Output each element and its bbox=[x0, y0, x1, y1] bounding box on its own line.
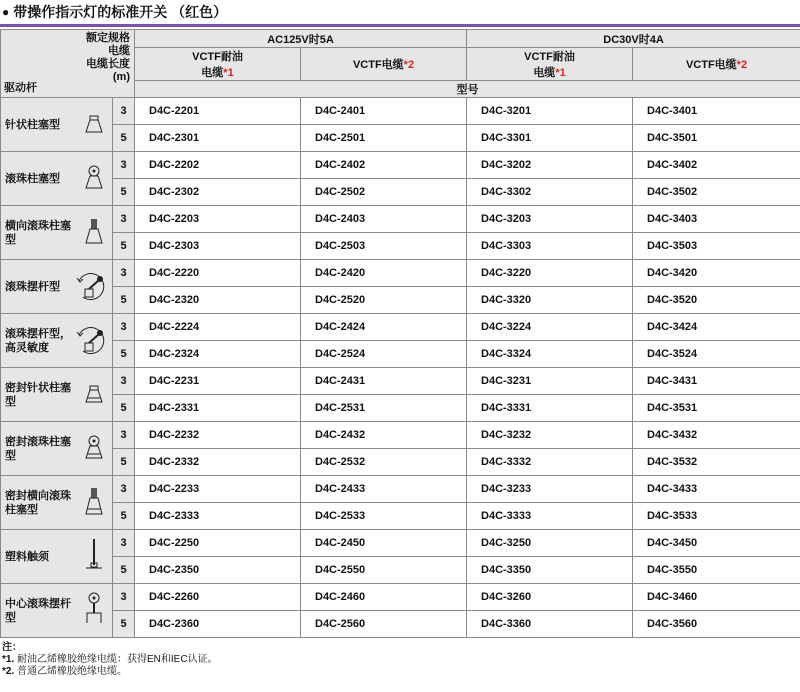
table-row bbox=[1, 314, 800, 341]
unit-label: (m) bbox=[112, 71, 130, 83]
model-cell: D4C-2502 bbox=[301, 179, 467, 206]
cable-length-cell: 3 bbox=[113, 152, 135, 179]
model-cell: D4C-2202 bbox=[135, 152, 301, 179]
model-cell: D4C-3301 bbox=[467, 125, 633, 152]
model-cell: D4C-2250 bbox=[135, 530, 301, 557]
cable-length-cell: 3 bbox=[113, 260, 135, 287]
plastic-rod-icon bbox=[80, 537, 108, 576]
page-title bbox=[0, 0, 800, 24]
model-cell: D4C-3402 bbox=[633, 152, 800, 179]
center-roller-lever-icon bbox=[80, 591, 108, 630]
model-cell: D4C-2331 bbox=[135, 395, 301, 422]
cable-length-cell: 3 bbox=[113, 206, 135, 233]
model-cell: D4C-2301 bbox=[135, 125, 301, 152]
model-cell: D4C-2333 bbox=[135, 503, 301, 530]
corner-header bbox=[1, 30, 135, 98]
notes-heading: 注： bbox=[2, 642, 22, 653]
model-table bbox=[0, 29, 800, 638]
table-row bbox=[1, 260, 800, 287]
model-header: 型号 bbox=[135, 81, 800, 98]
table-row bbox=[1, 341, 800, 368]
sealed-cross-roller-plunger-icon bbox=[80, 486, 108, 519]
note-1-text: 耐油乙烯橡胶绝缘电缆：获得EN和IEC认证。 bbox=[17, 654, 218, 665]
col-dc-vctf-label: VCTF电缆 bbox=[685, 59, 737, 71]
model-cell: D4C-3560 bbox=[633, 611, 800, 638]
model-cell: D4C-3524 bbox=[633, 341, 800, 368]
col-ac-vctf-label: VCTF电缆 bbox=[352, 59, 404, 71]
cable-length-cell: 3 bbox=[113, 98, 135, 125]
lever-type-cell bbox=[1, 368, 113, 422]
pin-plunger-icon bbox=[80, 112, 108, 137]
lever-type-cell bbox=[1, 584, 113, 638]
table-row bbox=[1, 179, 800, 206]
model-cell: D4C-2403 bbox=[301, 206, 467, 233]
model-cell: D4C-3501 bbox=[633, 125, 800, 152]
roller-plunger-icon bbox=[80, 164, 108, 193]
title-text: 带操作指示灯的标准开关 （红色） bbox=[13, 4, 228, 20]
lever-label: 驱动杆 bbox=[4, 82, 37, 94]
model-cell: D4C-2550 bbox=[301, 557, 467, 584]
model-cell: D4C-2532 bbox=[301, 449, 467, 476]
model-cell: D4C-2431 bbox=[301, 368, 467, 395]
model-cell: D4C-2360 bbox=[135, 611, 301, 638]
model-cell: D4C-3550 bbox=[633, 557, 800, 584]
footnote-mark-2: *2 bbox=[403, 59, 415, 71]
lever-type-label: 密封横向滚珠柱塞型 bbox=[5, 489, 71, 516]
col-dc-oil-line2: 电缆 bbox=[533, 67, 556, 79]
model-cell: D4C-2524 bbox=[301, 341, 467, 368]
cable-length-cell: 5 bbox=[113, 341, 135, 368]
model-cell: D4C-2203 bbox=[135, 206, 301, 233]
model-cell: D4C-3231 bbox=[467, 368, 633, 395]
model-cell: D4C-2432 bbox=[301, 422, 467, 449]
note-2-mark: *2. bbox=[2, 666, 15, 677]
model-cell: D4C-3233 bbox=[467, 476, 633, 503]
sealed-pin-plunger-icon bbox=[80, 382, 108, 407]
cable-label: 电缆 bbox=[108, 45, 130, 57]
model-cell: D4C-3360 bbox=[467, 611, 633, 638]
lever-type-cell bbox=[1, 422, 113, 476]
model-cell: D4C-3260 bbox=[467, 584, 633, 611]
lever-type-cell bbox=[1, 476, 113, 530]
lever-type-label: 滚珠柱塞型 bbox=[5, 172, 60, 185]
lever-type-label: 滚珠摆杆型 bbox=[5, 280, 60, 293]
ac-rating-header: AC125V时5A bbox=[135, 30, 467, 48]
dc-rating-header: DC30V时4A bbox=[467, 30, 800, 48]
model-cell: D4C-3532 bbox=[633, 449, 800, 476]
model-cell: D4C-2501 bbox=[301, 125, 467, 152]
model-cell: D4C-3432 bbox=[633, 422, 800, 449]
model-cell: D4C-2401 bbox=[301, 98, 467, 125]
model-cell: D4C-2531 bbox=[301, 395, 467, 422]
cable-length-cell: 3 bbox=[113, 368, 135, 395]
model-cell: D4C-3450 bbox=[633, 530, 800, 557]
lever-type-label: 中心滚珠摆杆型 bbox=[5, 597, 71, 624]
footnote-mark-2: *2 bbox=[736, 59, 748, 71]
model-cell: D4C-2350 bbox=[135, 557, 301, 584]
model-cell: D4C-3331 bbox=[467, 395, 633, 422]
model-cell: D4C-3232 bbox=[467, 422, 633, 449]
col-dc-vctf bbox=[633, 48, 800, 81]
model-cell: D4C-2402 bbox=[301, 152, 467, 179]
model-cell: D4C-2433 bbox=[301, 476, 467, 503]
model-cell: D4C-3224 bbox=[467, 314, 633, 341]
model-cell: D4C-3403 bbox=[633, 206, 800, 233]
cable-length-cell: 5 bbox=[113, 449, 135, 476]
table-row bbox=[1, 422, 800, 449]
model-cell: D4C-3333 bbox=[467, 503, 633, 530]
roller-lever-sensitive-icon bbox=[74, 323, 108, 358]
model-cell: D4C-2560 bbox=[301, 611, 467, 638]
table-row bbox=[1, 206, 800, 233]
cable-length-cell: 5 bbox=[113, 233, 135, 260]
model-cell: D4C-3302 bbox=[467, 179, 633, 206]
model-cell: D4C-3503 bbox=[633, 233, 800, 260]
table-row bbox=[1, 584, 800, 611]
lever-type-cell bbox=[1, 152, 113, 206]
model-cell: D4C-3202 bbox=[467, 152, 633, 179]
table-row bbox=[1, 287, 800, 314]
model-cell: D4C-3201 bbox=[467, 98, 633, 125]
lever-type-label: 密封针状柱塞型 bbox=[5, 381, 71, 408]
model-cell: D4C-2424 bbox=[301, 314, 467, 341]
lever-type-label: 塑料触须 bbox=[5, 550, 49, 563]
model-cell: D4C-2324 bbox=[135, 341, 301, 368]
lever-type-label: 滚珠摆杆型，高灵敏度 bbox=[5, 327, 71, 354]
model-cell: D4C-3460 bbox=[633, 584, 800, 611]
table-row bbox=[1, 611, 800, 638]
model-cell: D4C-2420 bbox=[301, 260, 467, 287]
lever-type-label: 针状柱塞型 bbox=[5, 118, 60, 131]
table-row bbox=[1, 449, 800, 476]
model-cell: D4C-3220 bbox=[467, 260, 633, 287]
footnote-mark-1: *1 bbox=[223, 67, 234, 79]
model-cell: D4C-2302 bbox=[135, 179, 301, 206]
lever-type-cell bbox=[1, 530, 113, 584]
col-ac-oil bbox=[135, 48, 301, 81]
spec-label: 额定规格 bbox=[86, 32, 130, 44]
lever-type-label: 横向滚珠柱塞型 bbox=[5, 219, 71, 246]
model-cell: D4C-3531 bbox=[633, 395, 800, 422]
model-cell: D4C-3520 bbox=[633, 287, 800, 314]
model-cell: D4C-3203 bbox=[467, 206, 633, 233]
title-rule bbox=[0, 24, 800, 27]
table-row bbox=[1, 476, 800, 503]
cable-length-cell: 5 bbox=[113, 179, 135, 206]
col-ac-vctf bbox=[301, 48, 467, 81]
lever-type-cell bbox=[1, 206, 113, 260]
model-cell: D4C-2503 bbox=[301, 233, 467, 260]
col-ac-oil-line1: VCTF耐油 bbox=[192, 51, 243, 63]
cable-length-cell: 5 bbox=[113, 125, 135, 152]
lever-type-cell bbox=[1, 260, 113, 314]
cable-length-cell: 5 bbox=[113, 611, 135, 638]
footnote-mark-1: *1 bbox=[555, 67, 566, 79]
model-cell: D4C-2224 bbox=[135, 314, 301, 341]
model-cell: D4C-3332 bbox=[467, 449, 633, 476]
model-cell: D4C-3350 bbox=[467, 557, 633, 584]
model-cell: D4C-3433 bbox=[633, 476, 800, 503]
table-row bbox=[1, 395, 800, 422]
model-cell: D4C-2460 bbox=[301, 584, 467, 611]
model-cell: D4C-3401 bbox=[633, 98, 800, 125]
cable-length-cell: 3 bbox=[113, 314, 135, 341]
model-cell: D4C-3324 bbox=[467, 341, 633, 368]
model-cell: D4C-3533 bbox=[633, 503, 800, 530]
model-cell: D4C-3502 bbox=[633, 179, 800, 206]
model-cell: D4C-3250 bbox=[467, 530, 633, 557]
table-row bbox=[1, 152, 800, 179]
col-ac-oil-line2: 电缆 bbox=[201, 67, 224, 79]
cable-length-cell: 3 bbox=[113, 476, 135, 503]
col-dc-oil-line1: VCTF耐油 bbox=[524, 51, 575, 63]
note-1-mark: *1. bbox=[2, 654, 15, 665]
note-2-text: 普通乙烯橡胶绝缘电缆。 bbox=[17, 666, 128, 677]
model-cell: D4C-3431 bbox=[633, 368, 800, 395]
table-row bbox=[1, 98, 800, 125]
table-row bbox=[1, 503, 800, 530]
cable-length-cell: 3 bbox=[113, 584, 135, 611]
table-row bbox=[1, 368, 800, 395]
model-cell: D4C-2232 bbox=[135, 422, 301, 449]
cable-length-cell: 3 bbox=[113, 422, 135, 449]
footnotes bbox=[0, 642, 800, 678]
model-cell: D4C-2450 bbox=[301, 530, 467, 557]
lever-type-cell bbox=[1, 314, 113, 368]
table-row bbox=[1, 557, 800, 584]
model-cell: D4C-3420 bbox=[633, 260, 800, 287]
cable-length-cell: 5 bbox=[113, 503, 135, 530]
cross-roller-plunger-icon bbox=[80, 217, 108, 248]
cable-length-label: 电缆长度 bbox=[86, 58, 130, 70]
model-cell: D4C-2320 bbox=[135, 287, 301, 314]
model-cell: D4C-2520 bbox=[301, 287, 467, 314]
cable-length-cell: 5 bbox=[113, 287, 135, 314]
model-cell: D4C-2332 bbox=[135, 449, 301, 476]
table-row bbox=[1, 530, 800, 557]
model-cell: D4C-2260 bbox=[135, 584, 301, 611]
cable-length-cell: 5 bbox=[113, 557, 135, 584]
cable-length-cell: 3 bbox=[113, 530, 135, 557]
model-cell: D4C-3424 bbox=[633, 314, 800, 341]
model-cell: D4C-3320 bbox=[467, 287, 633, 314]
sealed-roller-plunger-icon bbox=[80, 434, 108, 463]
model-cell: D4C-2303 bbox=[135, 233, 301, 260]
lever-type-cell bbox=[1, 98, 113, 152]
lever-type-label: 密封滚珠柱塞型 bbox=[5, 435, 71, 462]
model-cell: D4C-2233 bbox=[135, 476, 301, 503]
model-cell: D4C-2201 bbox=[135, 98, 301, 125]
table-row bbox=[1, 233, 800, 260]
model-cell: D4C-3303 bbox=[467, 233, 633, 260]
model-cell: D4C-2231 bbox=[135, 368, 301, 395]
cable-length-cell: 5 bbox=[113, 395, 135, 422]
table-row bbox=[1, 125, 800, 152]
model-cell: D4C-2220 bbox=[135, 260, 301, 287]
bullet-icon: ● bbox=[2, 5, 10, 19]
model-cell: D4C-2533 bbox=[301, 503, 467, 530]
roller-lever-icon bbox=[74, 269, 108, 304]
col-dc-oil bbox=[467, 48, 633, 81]
